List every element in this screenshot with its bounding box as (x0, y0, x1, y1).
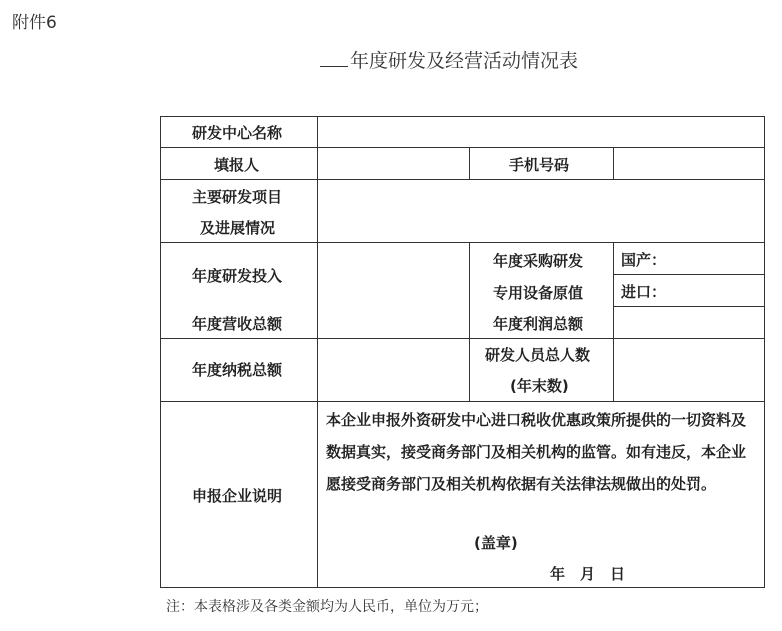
staff-label-line2: (年末数) (510, 377, 569, 395)
title-year-blank[interactable] (320, 48, 348, 67)
phone-label: 手机号码 (509, 156, 570, 174)
profit-label: 年度利润总额 (493, 315, 584, 333)
domestic-field[interactable] (670, 243, 764, 274)
form-title (320, 46, 578, 73)
profit-field[interactable] (614, 307, 764, 338)
staff-label-line1: 研发人员总人数 (485, 346, 591, 364)
equipment-label-line1: 年度采购研发 (493, 252, 584, 270)
staff-field[interactable] (614, 339, 764, 401)
tax-field[interactable] (318, 339, 469, 401)
filler-field[interactable] (318, 148, 469, 179)
rd-investment-field[interactable] (318, 243, 469, 338)
equipment-label-line2: 专用设备原值 (493, 284, 584, 302)
footnote: 注：本表格涉及各类金额均为人民币，单位为万元； (166, 599, 488, 615)
revenue-label: 年度营收总额 (192, 315, 283, 333)
phone-field[interactable] (614, 148, 764, 179)
center-name-field[interactable] (318, 117, 764, 147)
project-label-line1: 主要研发项目 (192, 188, 283, 206)
attachment-label: 附件6 (12, 13, 57, 33)
project-label-line2: 及进展情况 (200, 219, 276, 237)
domestic-label: 国产： (621, 251, 667, 269)
column-divider (469, 147, 470, 179)
imported-label: 进口： (621, 283, 667, 301)
project-field[interactable] (318, 180, 764, 242)
rd-investment-label: 年度研发投入 (192, 267, 283, 285)
filler-label: 填报人 (214, 156, 260, 174)
imported-field[interactable] (670, 275, 764, 306)
declaration-label: 申报企业说明 (192, 487, 283, 505)
row-divider (160, 401, 765, 402)
center-name-label: 研发中心名称 (192, 124, 283, 142)
declaration-statement: 本企业申报外资研发中心进口税收优惠政策所提供的一切资料及数据真实，接受商务部门及相关机构的监管。如有违反，本企业愿接受商务部门及相关机构依据有关法律法规做出的处罚。 (326, 411, 747, 493)
form-title-text: 年度研发及经营活动情况表 (350, 50, 579, 72)
tax-label: 年度纳税总额 (192, 361, 283, 379)
date-label: 年 月 日 (550, 565, 626, 583)
seal-label: (盖章) (474, 534, 518, 552)
column-divider (469, 242, 470, 401)
